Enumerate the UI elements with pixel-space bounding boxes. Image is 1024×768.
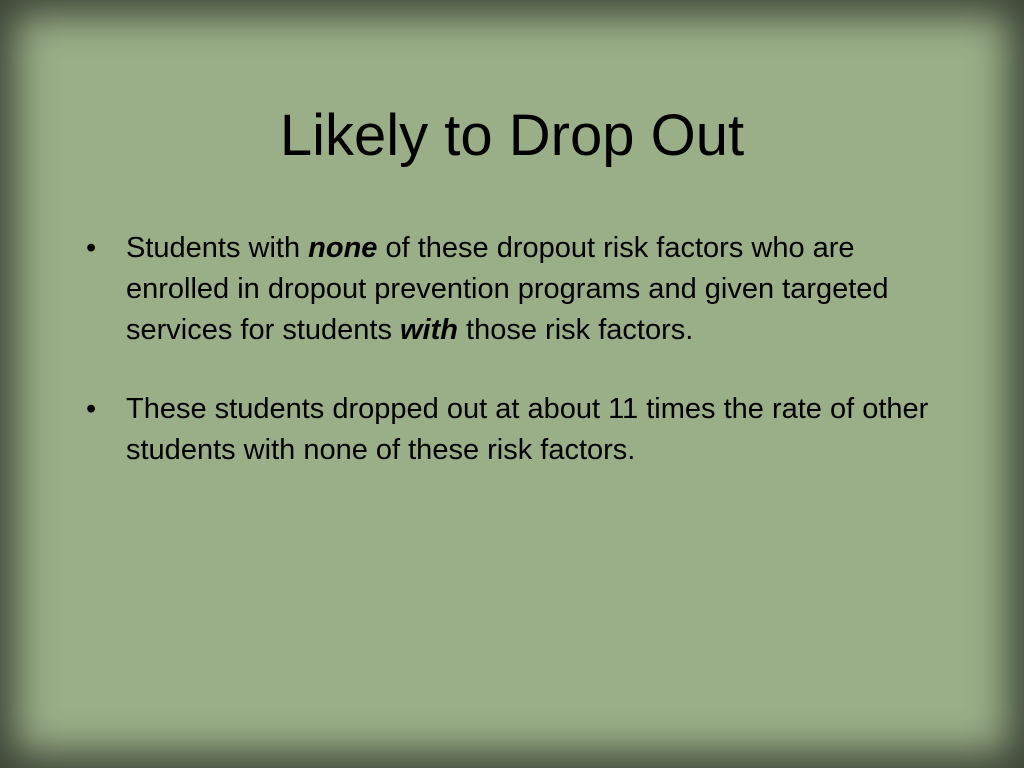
bullet-item <box>86 228 946 351</box>
emphasized-text: with <box>400 314 458 346</box>
bullet-item <box>86 389 946 471</box>
bullet-text: Students with <box>126 232 309 264</box>
bullet-marker: • <box>86 232 97 264</box>
bullet-list <box>86 228 946 509</box>
bullet-text: These students dropped out at about 11 times the rate of other students with none of these risk factors. <box>126 393 929 466</box>
slide-title: Likely to Drop Out <box>279 103 745 168</box>
bullet-marker: • <box>86 393 97 425</box>
bullet-text: those risk factors. <box>458 314 694 346</box>
bullet-text: of these dropout risk factors who are enrolled in dropout prevention programs and given targeted services for students <box>126 232 889 346</box>
emphasized-text: none <box>308 232 378 264</box>
